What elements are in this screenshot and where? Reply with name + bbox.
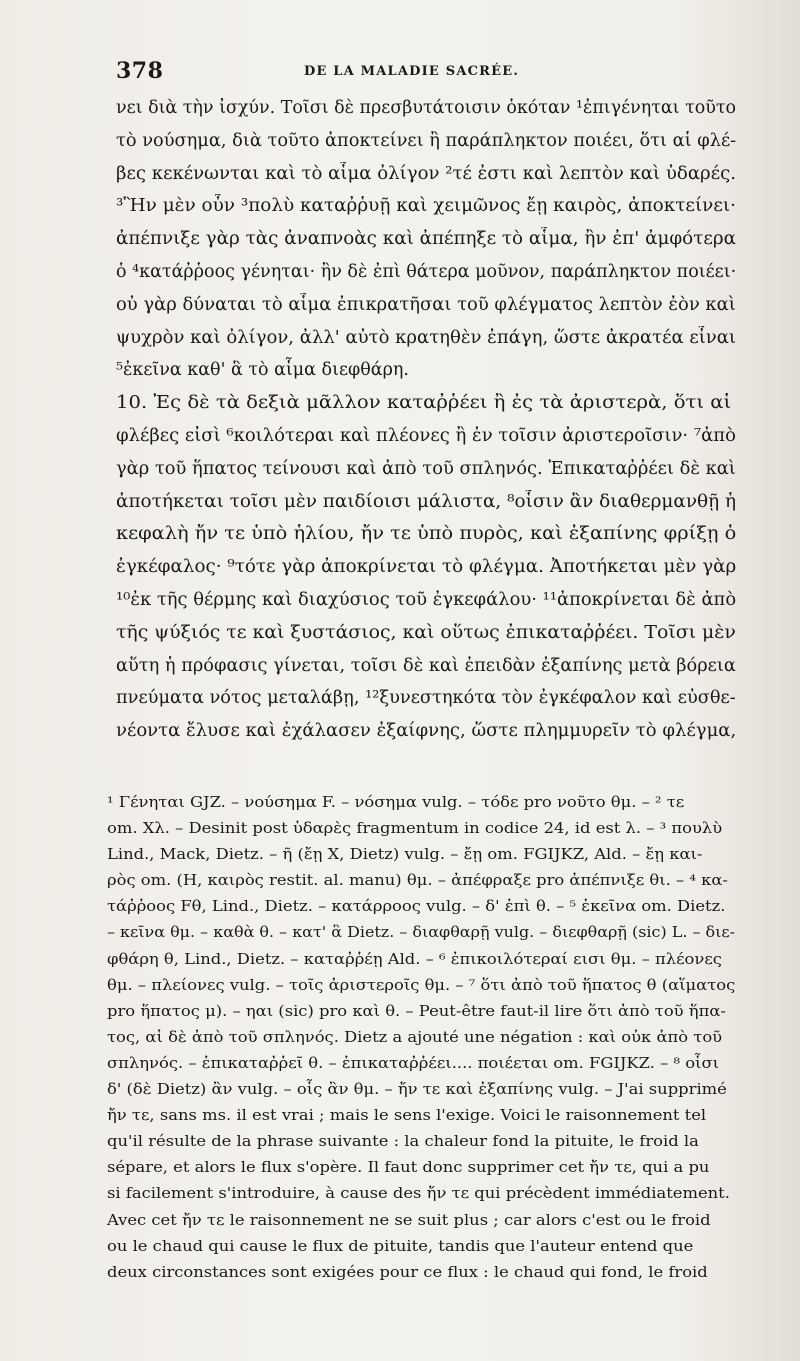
- page-header: [116, 58, 736, 88]
- text-line: κεφαλὴ ἤν τε ὑπὸ ἡλίου, ἤν τε ὑπὸ πυρὸς, καὶ ἐξαπίνης φρίξῃ ὁ: [116, 524, 736, 545]
- running-title: DE LA MALADIE SACRÉE.: [304, 64, 520, 79]
- main-greek-text: [116, 92, 736, 748]
- footnote-line: si facilement s'introduire, à cause des ἤν τε qui précèdent immédiatement.: [107, 1185, 730, 1203]
- text-line: οὐ γὰρ δύναται τὸ αἷμα ἐπικρατῆσαι τοῦ φλέγματος λεπτὸν ἐὸν καὶ: [116, 294, 736, 315]
- text-line: τὸ νούσημα, διὰ τοῦτο ἀποκτείνει ἢ παράπληκτον ποιέει, ὅτι αἱ φλέ-: [116, 130, 736, 151]
- text-line: νει διὰ τὴν ἰσχύν. Τοῖσι δὲ πρεσβυτάτοισιν ὁκόταν ¹ἐπιγένηται τοῦτο: [116, 98, 736, 118]
- text-line: ὁ ⁴κατάῤῥοος γένηται· ἢν δὲ ἐπὶ θάτερα μοῦνον, παράπληκτον ποιέει·: [116, 261, 736, 282]
- text-line: ψυχρὸν καὶ ὀλίγον, ἀλλ' αὐτὸ κρατηθὲν ἐπάγη, ὥστε ἀκρατέα εἶναι: [116, 327, 736, 348]
- text-line: τῆς ψύξιός τε καὶ ξυστάσιος, καὶ οὕτως ἐπικαταῤῥέει. Τοῖσι μὲν: [116, 622, 736, 643]
- footnote-line: qu'il résulte de la phrase suivante : la chaleur fond la pituite, le froid la: [107, 1133, 699, 1151]
- footnotes: [107, 790, 737, 1286]
- text-line: ἐγκέφαλος· ⁹τότε γὰρ ἀποκρίνεται τὸ φλέγμα. Ἀποτήκεται μὲν γὰρ: [116, 557, 736, 578]
- text-line: πνεύματα νότος μεταλάβῃ, ¹²ξυνεστηκότα τὸν ἐγκέφαλον καὶ εὐσθε-: [116, 688, 736, 709]
- footnote-line: τάῤῥοος Fθ, Lind., Dietz. – κατάρροος vulg. – δ' ἐπὶ θ. – ⁵ ἐκεῖνα om. Dietz.: [107, 898, 726, 916]
- footnote-line: ¹ Γένηται GJZ. – νούσημα F. – νόσημα vulg. – τόδε pro νοῦτο θμ. – ² τε: [107, 794, 685, 811]
- text-line: ἀποτήκεται τοῖσι μὲν παιδίοισι μάλιστα, ⁸οἷσιν ἂν διαθερμανθῇ ἡ: [116, 491, 736, 512]
- text-line: ¹⁰ἐκ τῆς θέρμης καὶ διαχύσιος τοῦ ἐγκεφάλου· ¹¹ἀποκρίνεται δὲ ἀπὸ: [116, 589, 736, 610]
- footnote-line: Lind., Mack, Dietz. – ῆ (ἔῃ X, Dietz) vulg. – ἔῃ om. FGIJKZ, Ald. – ἔῃ και-: [107, 846, 703, 864]
- text-line: γὰρ τοῦ ἥπατος τείνουσι καὶ ἀπὸ τοῦ σπληνός. Ἐπικαταῤῥέει δὲ καὶ: [116, 458, 736, 479]
- page-number: 378: [116, 58, 164, 84]
- footnote-line: θμ. – πλείονες vulg. – τοῖς ἀριστεροῖς θμ. – ⁷ ὅτι ἀπὸ τοῦ ἥπατος θ (αἵματος: [107, 976, 736, 994]
- text-line: ἀπέπνιξε γὰρ τὰς ἀναπνοὰς καὶ ἀπέπηξε τὸ αἷμα, ἢν ἐπ' ἀμφότερα: [116, 229, 736, 250]
- footnote-line: δ' (δὲ Dietz) ἂν vulg. – οἷς ἂν θμ. – ἤν τε καὶ ἐξαπίνης vulg. – J'ai supprimé: [107, 1081, 727, 1099]
- footnote-line: pro ἥπατος μ). – ηαι (sic) pro καὶ θ. – Peut-être faut-il lire ὅτι ἀπὸ τοῦ ἥπα-: [107, 1002, 726, 1020]
- text-line: 10. Ἐς δὲ τὰ δεξιὰ μᾶλλον καταῤῥέει ἢ ἐς τὰ ἀριστερὰ, ὅτι αἱ: [116, 393, 732, 414]
- text-line: ⁵ἐκεῖνα καθ' ἃ τὸ αἷμα διεφθάρη.: [116, 360, 409, 381]
- text-line: ³Ἢν μὲν οὖν ³πολὺ καταῤῥυῇ καὶ χειμῶνος ἔῃ καιρὸς, ἀποκτείνει·: [116, 196, 736, 217]
- text-line: βες κεκένωνται καὶ τὸ αἷμα ὀλίγον ²τέ ἐστι καὶ λεπτὸν καὶ ὑδαρές.: [116, 163, 736, 184]
- footnote-line: φθάρη θ, Lind., Dietz. – καταῤῥέῃ Ald. – ⁶ ἐπικοιλότεραί εισι θμ. – πλέονες: [107, 950, 722, 968]
- footnote-line: σπληνός. – ἐπικαταῤῥεῖ θ. – ἐπικαταῤῥέει.... ποιέεται om. FGIJKZ. – ⁸ οἷσι: [107, 1054, 720, 1072]
- footnote-line: ἤν τε, sans ms. il est vrai ; mais le sens l'exige. Voici le raisonnement tel: [107, 1107, 707, 1125]
- text-line: νέοντα ἔλυσε καὶ ἐχάλασεν ἐξαίφνης, ὥστε πλημμυρεῖν τὸ φλέγμα,: [116, 721, 736, 742]
- footnote-line: ou le chaud qui cause le flux de pituite, tandis que l'auteur entend que: [107, 1237, 694, 1255]
- footnote-line: τος, αἱ δὲ ἀπὸ τοῦ σπληνός. Dietz a ajouté une négation : καὶ οὐκ ἀπὸ τοῦ: [107, 1028, 723, 1046]
- footnote-line: om. Χλ. – Desinit post ὑδαρὲς fragmentum in codice 24, id est λ. – ³ πουλὺ: [107, 820, 723, 838]
- footnote-line: deux circonstances sont exigées pour ce flux : le chaud qui fond, le froid: [107, 1263, 708, 1281]
- footnote-line: – κεῖνα θμ. – καθὰ θ. – κατ' ἃ Dietz. – διαφθαρῇ vulg. – διεφθαρῇ (sic) L. – διε-: [107, 924, 736, 942]
- footnote-line: ρὸς om. (H, καιρὸς restit. al. manu) θμ. – ἀπέφραξε pro ἀπέπνιξε θι. – ⁴ κα-: [107, 872, 728, 890]
- text-line: αὕτη ἡ πρόφασις γίνεται, τοῖσι δὲ καὶ ἐπειδὰν ἐξαπίνης μετὰ βόρεια: [116, 655, 736, 676]
- footnote-line: Avec cet ἤν τε le raisonnement ne se suit plus ; car alors c'est ou le froid: [107, 1211, 711, 1229]
- text-line: φλέβες εἰσὶ ⁶κοιλότεραι καὶ πλέονες ἢ ἐν τοῖσιν ἀριστεροῖσιν· ⁷ἀπὸ: [116, 425, 736, 446]
- footnote-line: sépare, et alors le flux s'opère. Il faut donc supprimer cet ἤν τε, qui a pu: [107, 1159, 710, 1177]
